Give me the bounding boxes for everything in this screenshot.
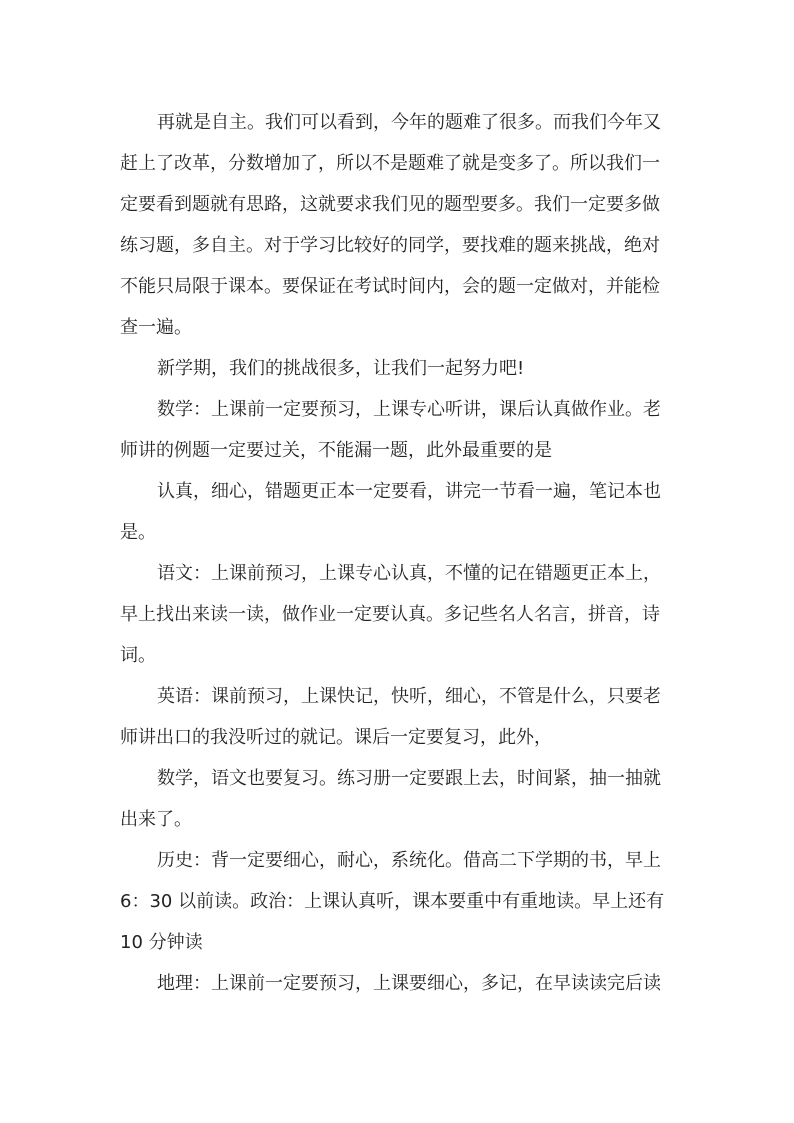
paragraph-line: 查一遍。 xyxy=(120,317,192,338)
paragraph-line: 历史：背一定要细心，耐心，系统化。借高二下学期的书，早上 xyxy=(157,850,661,871)
paragraph-line: 练习题，多自主。对于学习比较好的同学，要找难的题来挑战，绝对 xyxy=(120,235,660,256)
paragraph-line: 早上找出来读一读，做作业一定要认真。多记些名人名言，拼音，诗 xyxy=(120,604,660,625)
paragraph-line: 师讲出口的我没听过的就记。课后一定要复习，此外， xyxy=(120,727,552,748)
paragraph-line: 不能只局限于课本。要保证在考试时间内，会的题一定做对，并能检 xyxy=(120,276,660,297)
paragraph-line: 英语：课前预习，上课快记，快听，细心，不管是什么，只要老 xyxy=(157,686,661,707)
paragraph-line: 地理：上课前一定要预习，上课要细心，多记，在早读读完后读 xyxy=(157,973,661,994)
paragraph-line: 10 分钟读 xyxy=(120,932,203,953)
paragraph-line: 师讲的例题一定要过关，不能漏一题，此外最重要的是 xyxy=(120,440,552,461)
paragraph-line: 赶上了改革，分数增加了，所以不是题难了就是变多了。所以我们一 xyxy=(120,153,660,174)
paragraph-line: 新学期，我们的挑战很多，让我们一起努力吧! xyxy=(157,358,525,379)
paragraph-line: 词。 xyxy=(120,645,156,666)
paragraph-line: 认真，细心，错题更正本一定要看，讲完一节看一遍，笔记本也 xyxy=(157,481,661,502)
paragraph-line: 6：30 以前读。政治：上课认真听，课本要重中有重地读。早上还有 xyxy=(120,891,665,912)
document-body xyxy=(120,102,680,1004)
paragraph-line: 数学：上课前一定要预习，上课专心听讲，课后认真做作业。老 xyxy=(157,399,661,420)
paragraph-line: 定要看到题就有思路，这就要求我们见的题型要多。我们一定要多做 xyxy=(120,194,660,215)
paragraph-line: 数学，语文也要复习。练习册一定要跟上去，时间紧，抽一抽就 xyxy=(157,768,661,789)
paragraph-line: 再就是自主。我们可以看到，今年的题难了很多。而我们今年又 xyxy=(157,112,661,133)
paragraph-line: 是。 xyxy=(120,522,156,543)
paragraph-line: 出来了。 xyxy=(120,809,192,830)
paragraph-line: 语文：上课前预习，上课专心认真，不懂的记在错题更正本上， xyxy=(157,563,661,584)
